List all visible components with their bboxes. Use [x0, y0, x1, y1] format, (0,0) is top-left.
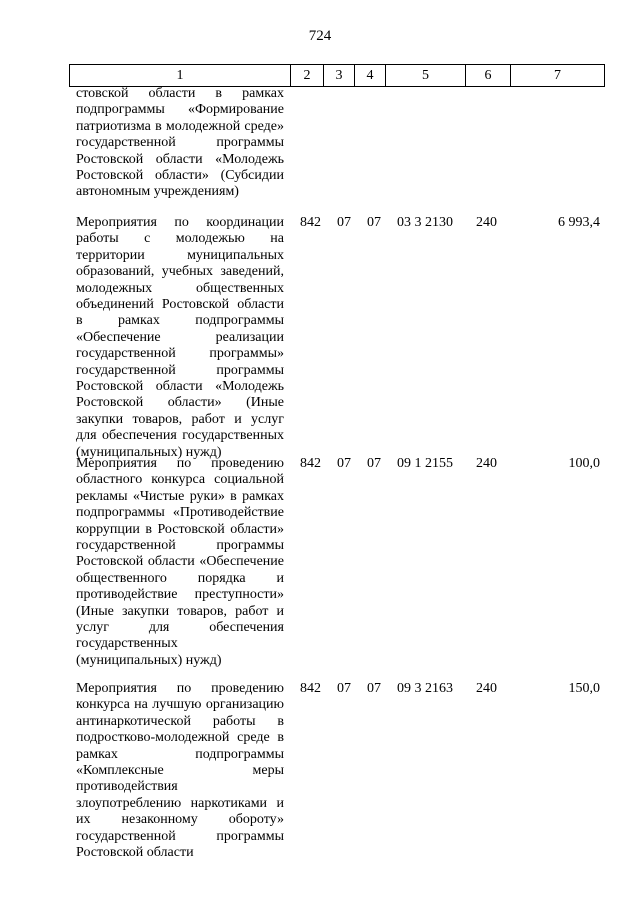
row-ministry-code: 842: [300, 456, 321, 471]
row-subsection-code: 07: [367, 456, 381, 471]
row-description: стовской области в рамках подпрограммы «Формирование патриотизма в молодежной среде» государственной программы Ростовской области «Молодежь Ростовской области» (Субсидии автономным учреждениям): [76, 86, 284, 200]
row-description: Мероприятия по координации работы с молодежью на территории муниципальных образований, учебных заведений, молодежных общественных объединений Ростовской области в рамках подпрограммы «Обеспечение реализации государственной программы» государственной программы Ростовской области «Молодежь Ростовской области» (Иные закупки товаров, работ и услуг для обеспечения государственных (муниципальных) нужд): [76, 215, 284, 460]
row-target-article: 03 3 2130: [397, 215, 453, 230]
header-col-5: 5: [386, 65, 466, 87]
header-col-3: 3: [324, 65, 355, 87]
row-ministry-code: 842: [300, 215, 321, 230]
row-section-code: 07: [337, 215, 351, 230]
row-expense-type: 240: [476, 456, 497, 471]
table-header: [69, 64, 605, 87]
header-col-6: 6: [466, 65, 511, 87]
row-amount: 6 993,4: [558, 215, 600, 230]
header-col-1: 1: [70, 65, 291, 87]
row-ministry-code: 842: [300, 681, 321, 696]
row-description: Мероприятия по проведению областного конкурса социальной рекламы «Чистые руки» в рамках подпрограммы «Противодействие коррупции в Ростовской области» государственной программы Ростовской области «Обеспечение общественного порядка и противодействие преступности» (Иные закупки товаров, работ и услуг для обеспечения государственных (муниципальных) нужд): [76, 456, 284, 668]
row-section-code: 07: [337, 681, 351, 696]
row-subsection-code: 07: [367, 215, 381, 230]
header-col-7: 7: [511, 65, 605, 87]
row-section-code: 07: [337, 456, 351, 471]
row-target-article: 09 1 2155: [397, 456, 453, 471]
row-amount: 150,0: [568, 681, 600, 696]
row-target-article: 09 3 2163: [397, 681, 453, 696]
row-subsection-code: 07: [367, 681, 381, 696]
header-col-4: 4: [355, 65, 386, 87]
row-description: Мероприятия по проведению конкурса на лучшую организацию антинаркотической работы в подростково-молодежной среде в рамках подпрограммы «Комплексные меры противодействия злоупотреблению наркотиками и их незаконному обороту» государственной программы Ростовской области: [76, 681, 284, 861]
row-amount: 100,0: [568, 456, 600, 471]
header-col-2: 2: [291, 65, 324, 87]
row-expense-type: 240: [476, 215, 497, 230]
row-expense-type: 240: [476, 681, 497, 696]
page-number: 724: [308, 28, 332, 44]
